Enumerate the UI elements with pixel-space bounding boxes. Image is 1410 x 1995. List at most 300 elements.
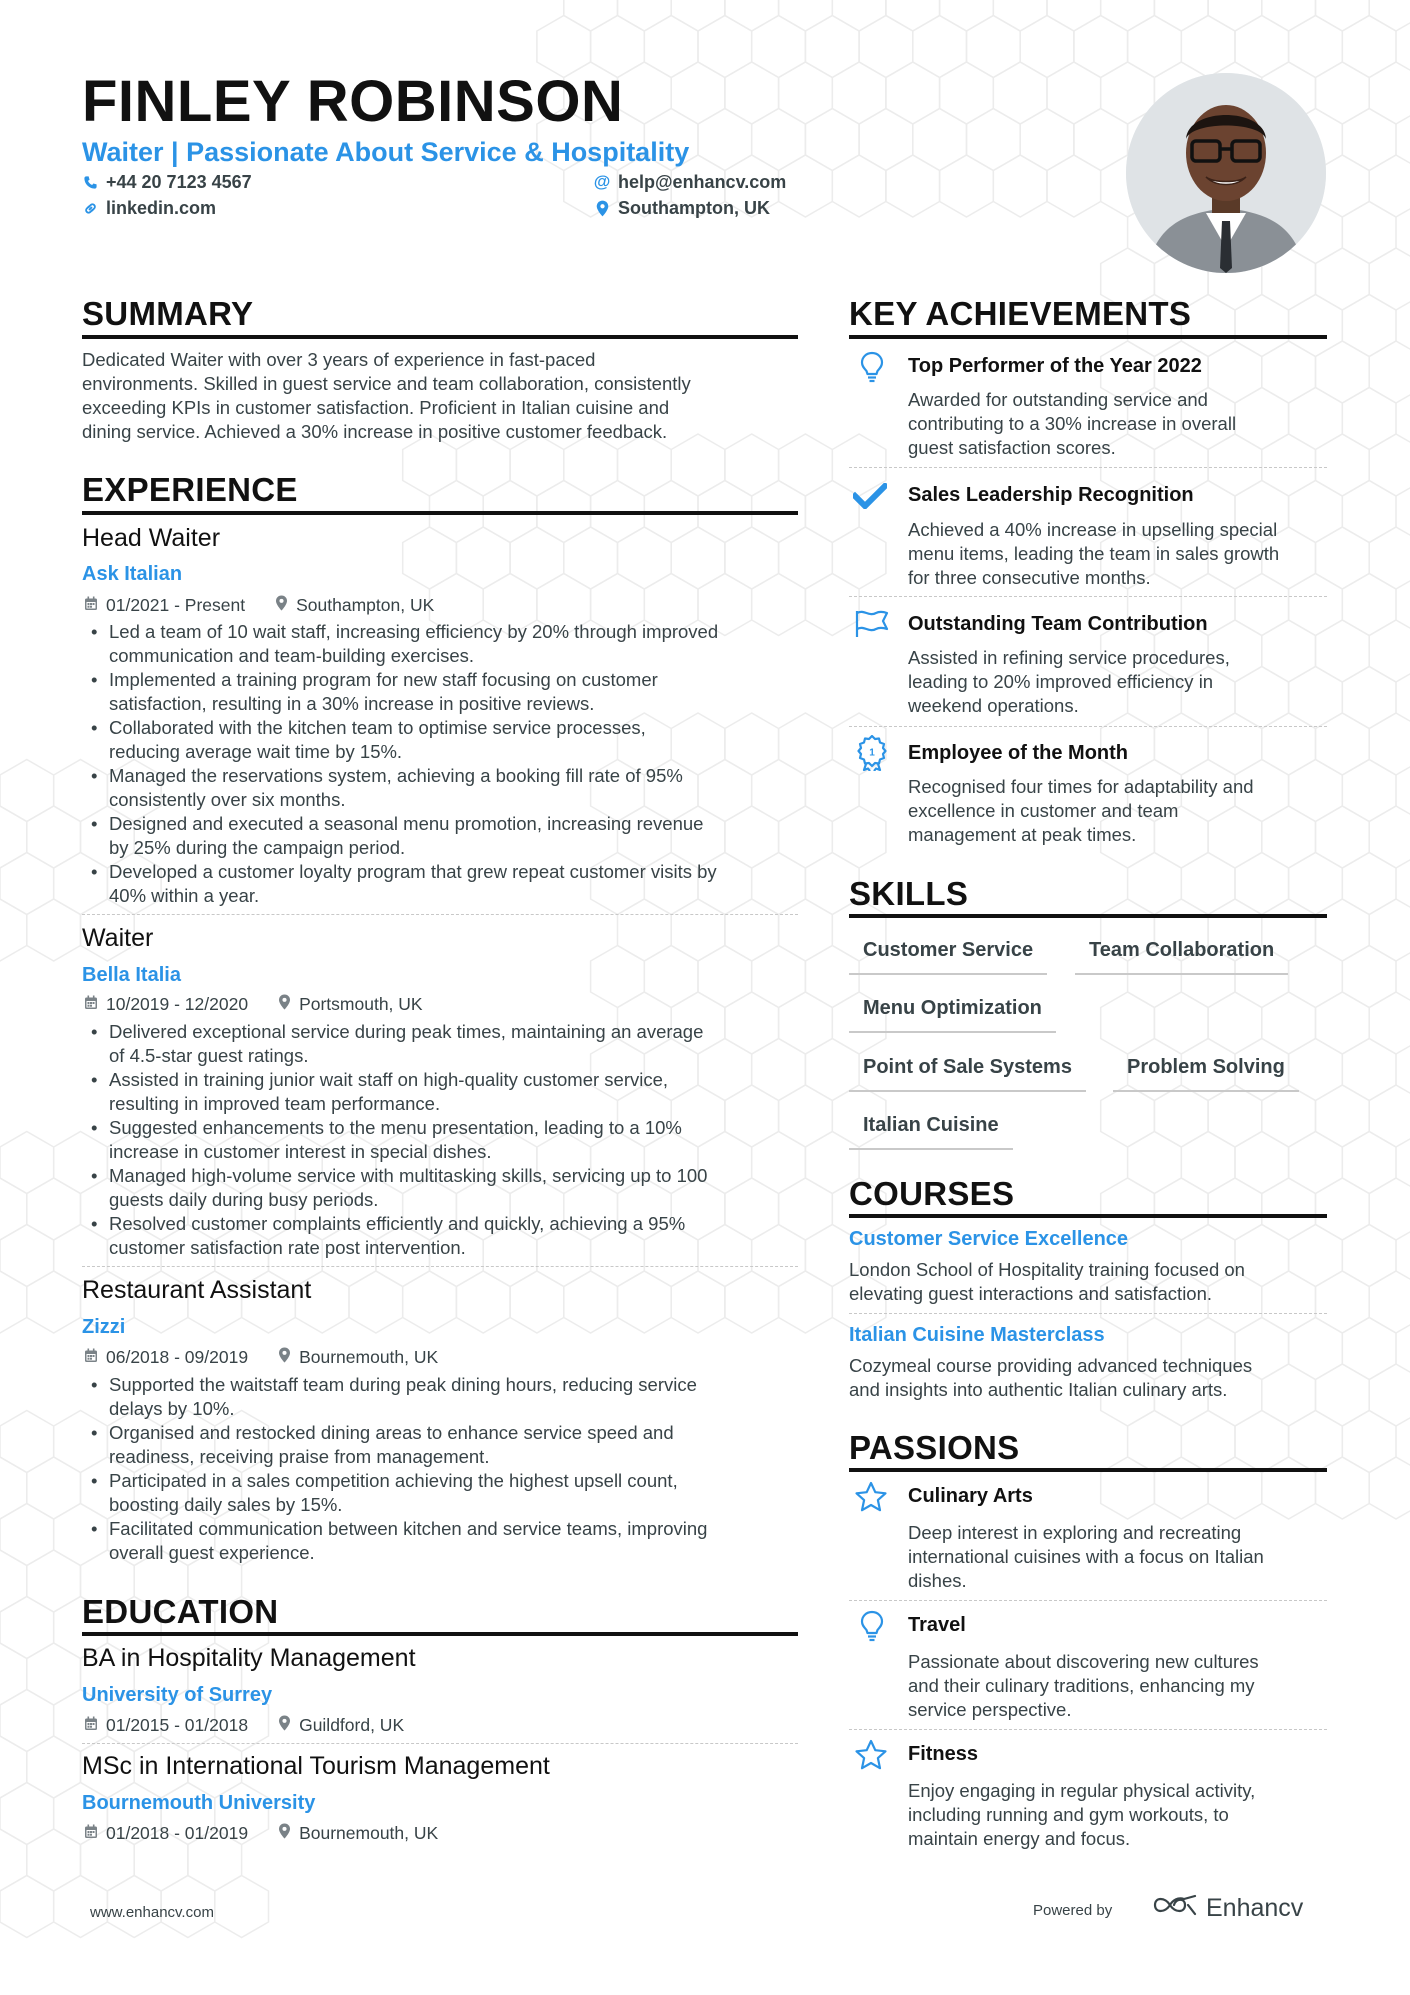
passion-description: Deep interest in exploring and recreating international cuisines with a focus on Italian dishes.: [908, 1522, 1264, 1591]
skills-divider: [849, 914, 1327, 918]
hexagon-shape: [1316, 992, 1370, 1054]
achievement-title: Top Performer of the Year 2022: [908, 355, 1202, 377]
degree-title: BA in Hospitality Management: [82, 1644, 416, 1672]
job-separator: [82, 1266, 798, 1267]
hexagon-shape: [27, 1457, 81, 1519]
hexagon-shape: [0, 1597, 54, 1659]
calendar-icon: [84, 1346, 98, 1368]
job-bullets: [82, 1373, 802, 1565]
passion-description: Enjoy engaging in regular physical activity, including running and gym workouts, to maintain energy and focus.: [908, 1780, 1256, 1849]
hexagon-shape: [1342, 481, 1396, 543]
job-bullet: • Delivered exceptional service during peak times, maintaining an average of 4.5-star guest ratings.: [82, 1020, 802, 1068]
hexagon-shape: [940, 62, 994, 124]
job-bullet: • Designed and executed a seasonal menu promotion, increasing revenue by 25% during the campaign period.: [82, 812, 802, 860]
job-bullet: • Developed a customer loyalty program that grew repeat customer visits by 40% within a year.: [82, 860, 802, 908]
job-bullet: • Facilitated communication between kitchen and service teams, improving overall guest experience.: [82, 1517, 802, 1565]
passion-title: Fitness: [908, 1743, 979, 1765]
hexagon-shape: [752, 109, 806, 171]
hexagon-shape: [1342, 667, 1396, 729]
passions-heading: PASSIONS: [849, 1429, 1020, 1466]
hexagon-shape: [1208, 1178, 1262, 1240]
job-meta: [84, 594, 464, 616]
achievements-heading: KEY ACHIEVEMENTS: [849, 295, 1192, 332]
education-location: Bournemouth, UK: [299, 1823, 439, 1843]
job-bullet: • Suggested enhancements to the menu presentation, leading to a 10% increase in customer interest in special dishes.: [82, 1116, 802, 1164]
course-description: London School of Hospitality training focused on elevating guest interactions and satisfaction.: [849, 1259, 1245, 1304]
linkedin-value: linkedin.com: [106, 198, 217, 218]
course-title: Customer Service Excellence: [849, 1228, 1129, 1250]
skill-tag: Customer Service: [849, 937, 1047, 975]
hexagon-shape: [1342, 1411, 1396, 1473]
hexagon-shape: [0, 806, 27, 868]
achievement-description: Achieved a 40% increase in upselling special menu items, leading the team in sales growth for three consecutive months.: [908, 519, 1280, 588]
hexagon-shape: [1047, 62, 1101, 124]
hexagon-shape: [1316, 620, 1370, 682]
hexagon-shape: [725, 62, 779, 124]
hexagon-shape: [1262, 1085, 1316, 1147]
hexagon-shape: [832, 155, 886, 217]
education-meta: [84, 1714, 434, 1736]
hexagon-shape: [1369, 899, 1410, 961]
passion-title: Culinary Arts: [908, 1485, 1033, 1507]
flag-icon: [852, 604, 892, 644]
hexagon-shape: [1154, 992, 1208, 1054]
job-bullet: • Organised and restocked dining areas to enhance service speed and readiness, receiving praise from management.: [82, 1421, 802, 1469]
profile-photo: [1126, 73, 1326, 273]
hexagon-shape: [0, 760, 54, 822]
summary-divider: [82, 335, 798, 339]
hexagon-shape: [1208, 0, 1262, 31]
hexagon-shape: [779, 1271, 833, 1333]
hexagon-shape: [1369, 713, 1410, 775]
hexagon-shape: [1262, 713, 1316, 775]
skill-tag: Problem Solving: [1113, 1054, 1299, 1092]
hexagon-shape: [1316, 1457, 1370, 1519]
location-pin-icon: [278, 1346, 291, 1368]
job-bullet: • Participated in a sales competition achieving the highest upsell count, boosting daily sales by 15%.: [82, 1469, 802, 1517]
achievement-description: Recognised four times for adaptability and excellence in customer and team management at peak times.: [908, 776, 1254, 845]
hexagon-shape: [1369, 1364, 1410, 1426]
hexagon-shape: [940, 0, 994, 31]
hexagon-shape: [1262, 1271, 1316, 1333]
enhancv-logo-text: Enhancv: [1206, 1894, 1304, 1922]
hexagon-shape: [1154, 1457, 1208, 1519]
hexagon-shape: [1128, 16, 1182, 78]
hexagon-shape: [1289, 388, 1343, 450]
hexagon-shape: [940, 155, 994, 217]
footer-powered-by: Powered by: [1033, 1902, 1113, 1919]
hexagon-shape: [1316, 527, 1370, 589]
hexagon-shape: [1369, 1457, 1410, 1519]
hexagon-shape: [1262, 1457, 1316, 1519]
education-meta: [84, 1822, 468, 1844]
education-heading: EDUCATION: [82, 1593, 279, 1630]
hexagon-shape: [1289, 1225, 1343, 1287]
hexagon-shape: [1289, 760, 1343, 822]
hexagon-shape: [0, 1829, 27, 1891]
job-meta: [84, 993, 453, 1015]
hexagon-shape: [27, 1178, 81, 1240]
hexagon-shape: [1369, 1085, 1410, 1147]
hexagon-shape: [618, 62, 672, 124]
hexagon-shape: [1289, 295, 1343, 357]
hexagon-shape: [1316, 1364, 1370, 1426]
hexagon-shape: [1262, 434, 1316, 496]
hexagon-shape: [1208, 1457, 1262, 1519]
hexagon-shape: [1047, 155, 1101, 217]
skill-tag: Menu Optimization: [849, 995, 1056, 1033]
hexagon-shape: [671, 1271, 725, 1333]
checkmark-icon: [850, 476, 890, 516]
hexagon-shape: [0, 1550, 27, 1612]
hexagon-shape: [1369, 806, 1410, 868]
passion-separator: [849, 1729, 1327, 1730]
hexagon-shape: [0, 1132, 54, 1194]
hexagon-shape: [1289, 16, 1343, 78]
hexagon-shape: [1101, 0, 1155, 31]
hexagon-shape: [1074, 16, 1128, 78]
hexagon-shape: [1316, 1271, 1370, 1333]
hexagon-shape: [27, 806, 81, 868]
hexagon-shape: [1342, 295, 1396, 357]
star-icon: [851, 1477, 891, 1517]
hexagon-shape: [349, 1271, 403, 1333]
hexagon-shape: [752, 946, 806, 1008]
hexagon-shape: [886, 62, 940, 124]
job-bullet: • Supported the waitstaff team during peak dining hours, reducing service delays by 10%.: [82, 1373, 802, 1421]
hexagon-shape: [618, 0, 672, 31]
achievement-separator: [849, 596, 1327, 597]
job-dates: 01/2021 - Present: [106, 595, 246, 615]
hexagon-shape: [27, 1550, 81, 1612]
hexagon-shape: [1316, 434, 1370, 496]
svg-text:1: 1: [869, 747, 875, 759]
job-title: Restaurant Assistant: [82, 1276, 312, 1304]
hexagon-shape: [0, 1457, 27, 1519]
job-bullet: • Implemented a training program for new staff focusing on customer satisfaction, resulting in a 30% increase in positive reviews.: [82, 668, 802, 716]
hexagon-shape: [832, 62, 886, 124]
hexagon-shape: [1342, 574, 1396, 636]
course-separator: [849, 1313, 1327, 1314]
hexagon-shape: [510, 527, 564, 589]
job-bullets: [82, 1020, 802, 1260]
location-pin-icon: [278, 1822, 291, 1844]
hexagon-shape: [671, 62, 725, 124]
calendar-icon: [84, 594, 98, 616]
hexagon-shape: [564, 1271, 618, 1333]
job-separator: [82, 914, 798, 915]
footer-website[interactable]: www.enhancv.com: [90, 1904, 214, 1921]
location-pin-icon: [278, 993, 291, 1015]
hexagon-shape: [1316, 341, 1370, 403]
hexagon-shape: [0, 899, 27, 961]
achievement-title: Outstanding Team Contribution: [908, 613, 1208, 635]
hexagon-shape: [591, 946, 645, 1008]
summary-line: environments. Skilled in guest service and team collaboration, consistently: [82, 373, 691, 394]
enhancv-logo-icon: [1152, 1893, 1198, 1924]
hexagon-shape: [1342, 853, 1396, 915]
education-location: Guildford, UK: [299, 1715, 405, 1735]
hexagon-shape: [725, 434, 779, 496]
hexagon-shape: [1020, 16, 1074, 78]
job-company: Bella Italia: [82, 964, 181, 986]
hexagon-shape: [1235, 1132, 1289, 1194]
job-bullet: • Assisted in training junior wait staff on high-quality customer service, resulting in improved team performance.: [82, 1068, 802, 1116]
achievement-title: Sales Leadership Recognition: [908, 484, 1194, 506]
hexagon-shape: [779, 899, 833, 961]
job-meta: [84, 1346, 468, 1368]
school-name: University of Surrey: [82, 1684, 273, 1706]
hexagon-shape: [1101, 1085, 1155, 1147]
medal-icon: [852, 733, 892, 773]
hexagon-shape: [1047, 0, 1101, 31]
hexagon-shape: [725, 1271, 779, 1333]
hexagon-shape: [1342, 16, 1396, 78]
hexagon-shape: [1154, 0, 1208, 31]
achievement-description: Awarded for outstanding service and contributing to a 30% increase in overall guest satisfaction scores.: [908, 389, 1237, 458]
hexagon-shape: [403, 1271, 457, 1333]
achievement-description: Assisted in refining service procedures, leading to 20% improved efficiency in weekend operations.: [908, 647, 1230, 716]
hexagon-shape: [1316, 0, 1370, 31]
hexagon-shape: [1208, 713, 1262, 775]
hexagon-shape: [805, 109, 859, 171]
hexagon-shape: [403, 527, 457, 589]
candidate-headline: Waiter | Passionate About Service & Hospitality: [82, 137, 690, 167]
hexagon-shape: [1289, 853, 1343, 915]
hexagon-shape: [1128, 1132, 1182, 1194]
hexagon-shape: [0, 1178, 27, 1240]
hexagon-shape: [1369, 620, 1410, 682]
hexagon-shape: [1074, 109, 1128, 171]
hexagon-shape: [1208, 1085, 1262, 1147]
experience-divider: [82, 511, 798, 515]
hexagon-shape: [0, 1225, 54, 1287]
phone-icon: [82, 173, 98, 191]
hexagon-shape: [859, 109, 913, 171]
hexagon-shape: [913, 16, 967, 78]
hexagon-shape: [1342, 1132, 1396, 1194]
hexagon-shape: [725, 0, 779, 31]
hexagon-shape: [510, 1271, 564, 1333]
hexagon-shape: [1262, 341, 1316, 403]
hexagon-shape: [1235, 1411, 1289, 1473]
education-dates: 01/2018 - 01/2019: [106, 1823, 249, 1843]
passions-divider: [849, 1468, 1327, 1472]
hexagon-shape: [725, 527, 779, 589]
hexagon-shape: [618, 527, 672, 589]
hexagon-shape: [698, 109, 752, 171]
calendar-icon: [84, 993, 98, 1015]
hexagon-shape: [27, 1271, 81, 1333]
passion-separator: [849, 1600, 1327, 1601]
summary-line: Dedicated Waiter with over 3 years of experience in fast-paced: [82, 349, 596, 370]
hexagon-shape: [1235, 295, 1289, 357]
hexagon-shape: [1262, 992, 1316, 1054]
hexagon-shape: [1369, 1178, 1410, 1240]
hexagon-shape: [1289, 481, 1343, 543]
hexagon-shape: [1181, 1132, 1235, 1194]
job-dates: 06/2018 - 09/2019: [106, 1347, 249, 1367]
hexagon-shape: [1154, 1085, 1208, 1147]
lightbulb-icon: [852, 1606, 892, 1646]
hexagon-shape: [0, 1876, 54, 1938]
skill-tag: Team Collaboration: [1075, 937, 1288, 975]
hexagon-shape: [993, 155, 1047, 217]
hexagon-shape: [859, 16, 913, 78]
hexagon-shape: [993, 0, 1047, 31]
hexagon-shape: [671, 527, 725, 589]
degree-title: MSc in International Tourism Management: [82, 1752, 550, 1780]
hexagon-shape: [1316, 1178, 1370, 1240]
hexagon-shape: [913, 109, 967, 171]
summary-line: exceeding KPIs in customer satisfaction. Proficient in Italian cuisine and: [82, 397, 670, 418]
hexagon-shape: [1369, 992, 1410, 1054]
contact-email[interactable]: [594, 170, 786, 194]
hexagon-shape: [779, 527, 833, 589]
education-dates: 01/2015 - 01/2018: [106, 1715, 249, 1735]
experience-heading: EXPERIENCE: [82, 471, 298, 508]
job-bullets: [82, 620, 802, 908]
job-location: Bournemouth, UK: [299, 1347, 439, 1367]
achievement-separator: [849, 726, 1327, 727]
enhancv-logo[interactable]: [1152, 1893, 1303, 1924]
skill-tag: Point of Sale Systems: [849, 1054, 1086, 1092]
hexagon-shape: [1369, 0, 1410, 31]
hexagon-shape: [0, 1411, 54, 1473]
achievement-separator: [849, 467, 1327, 468]
hexagon-shape: [1316, 62, 1370, 124]
hexagon-shape: [1101, 1457, 1155, 1519]
hexagon-shape: [671, 0, 725, 31]
hexagon-shape: [1369, 434, 1410, 496]
hexagon-shape: [27, 1736, 81, 1798]
email-value: help@enhancv.com: [618, 172, 787, 192]
hexagon-shape: [644, 16, 698, 78]
achievement-title: Employee of the Month: [908, 742, 1128, 764]
hexagon-shape: [967, 16, 1021, 78]
hexagon-shape: [618, 1271, 672, 1333]
hexagon-shape: [1369, 155, 1410, 217]
achievements-divider: [849, 335, 1327, 339]
hexagon-shape: [1289, 667, 1343, 729]
hexagon-shape: [805, 16, 859, 78]
education-divider: [82, 1632, 798, 1636]
hexagon-shape: [725, 899, 779, 961]
hexagon-shape: [1342, 1039, 1396, 1101]
hexagon-shape: [215, 1876, 269, 1938]
skills-heading: SKILLS: [849, 875, 969, 912]
hexagon-shape: [0, 1783, 54, 1845]
hexagon-shape: [1369, 527, 1410, 589]
job-company: Ask Italian: [82, 563, 183, 585]
hexagon-shape: [1128, 1411, 1182, 1473]
courses-divider: [849, 1214, 1327, 1218]
passion-description: Passionate about discovering new cultures and their culinary traditions, enhancing my service perspective.: [908, 1651, 1259, 1720]
hexagon-shape: [27, 899, 81, 961]
job-location: Portsmouth, UK: [299, 994, 423, 1014]
contact-location: [594, 196, 770, 220]
hexagon-shape: [618, 899, 672, 961]
hexagon-shape: [1369, 341, 1410, 403]
hexagon-shape: [1235, 667, 1289, 729]
hexagon-shape: [1289, 1318, 1343, 1380]
hexagon-shape: [698, 946, 752, 1008]
hexagon-shape: [886, 155, 940, 217]
hexagon-shape: [698, 16, 752, 78]
education-separator: [82, 1743, 798, 1744]
phone-value: +44 20 7123 4567: [106, 172, 252, 192]
hexagon-shape: [993, 62, 1047, 124]
candidate-name: FINLEY ROBINSON: [82, 69, 624, 134]
hexagon-shape: [0, 1504, 54, 1566]
hexagon-shape: [1262, 620, 1316, 682]
hexagon-shape: [1289, 1411, 1343, 1473]
hexagon-shape: [1154, 713, 1208, 775]
job-company: Zizzi: [82, 1316, 126, 1338]
job-location: Southampton, UK: [296, 595, 435, 615]
hexagon-shape: [644, 946, 698, 1008]
hexagon-shape: [832, 0, 886, 31]
hexagon-shape: [1342, 1318, 1396, 1380]
hexagon-shape: [0, 1690, 54, 1752]
summary-text: [82, 348, 691, 444]
hexagon-shape: [1020, 109, 1074, 171]
courses-heading: COURSES: [849, 1175, 1015, 1212]
hexagon-shape: [779, 62, 833, 124]
job-title: Waiter: [82, 924, 154, 952]
hexagon-shape: [1342, 946, 1396, 1008]
hexagon-shape: [0, 1643, 27, 1705]
contact-linkedin[interactable]: [82, 196, 216, 220]
hexagon-shape: [27, 1829, 81, 1891]
hexagon-shape: [967, 109, 1021, 171]
hexagon-shape: [564, 0, 618, 31]
location-pin-icon: [275, 594, 288, 616]
job-bullet: • Managed the reservations system, achieving a booking fill rate of 95% consistently over six months.: [82, 764, 802, 812]
course-description: Cozymeal course providing advanced techniques and insights into authentic Italian culinary arts.: [849, 1355, 1253, 1400]
hexagon-shape: [456, 1271, 510, 1333]
school-name: Bournemouth University: [82, 1792, 316, 1814]
hexagon-shape: [1262, 1364, 1316, 1426]
hexagon-shape: [1208, 992, 1262, 1054]
skill-tag: Italian Cuisine: [849, 1112, 1013, 1150]
hexagon-shape: [456, 527, 510, 589]
job-dates: 10/2019 - 12/2020: [106, 994, 249, 1014]
hexagon-shape: [1289, 946, 1343, 1008]
hexagon-shape: [1316, 713, 1370, 775]
hexagon-shape: [1235, 16, 1289, 78]
hexagon-shape: [1316, 248, 1370, 310]
location-value: Southampton, UK: [618, 198, 770, 218]
contact-phone: [82, 170, 252, 194]
hexagon-shape: [1289, 1132, 1343, 1194]
hexagon-shape: [779, 0, 833, 31]
hexagon-shape: [1369, 1271, 1410, 1333]
hexagon-shape: [1342, 202, 1396, 264]
hexagon-shape: [1342, 760, 1396, 822]
hexagon-shape: [1154, 1178, 1208, 1240]
course-title: Italian Cuisine Masterclass: [849, 1324, 1105, 1346]
hexagon-shape: [1342, 109, 1396, 171]
hexagon-shape: [752, 16, 806, 78]
hexagon-shape: [27, 1643, 81, 1705]
job-bullet: • Led a team of 10 wait staff, increasing efficiency by 20% through improved communication and team-building exercises.: [82, 620, 802, 668]
location-pin-icon: [594, 199, 610, 217]
hexagon-shape: [1181, 16, 1235, 78]
hexagon-shape: [564, 527, 618, 589]
summary-line: dining service. Achieved a 30% increase in positive customer feedback.: [82, 421, 668, 442]
hexagon-shape: [1101, 992, 1155, 1054]
